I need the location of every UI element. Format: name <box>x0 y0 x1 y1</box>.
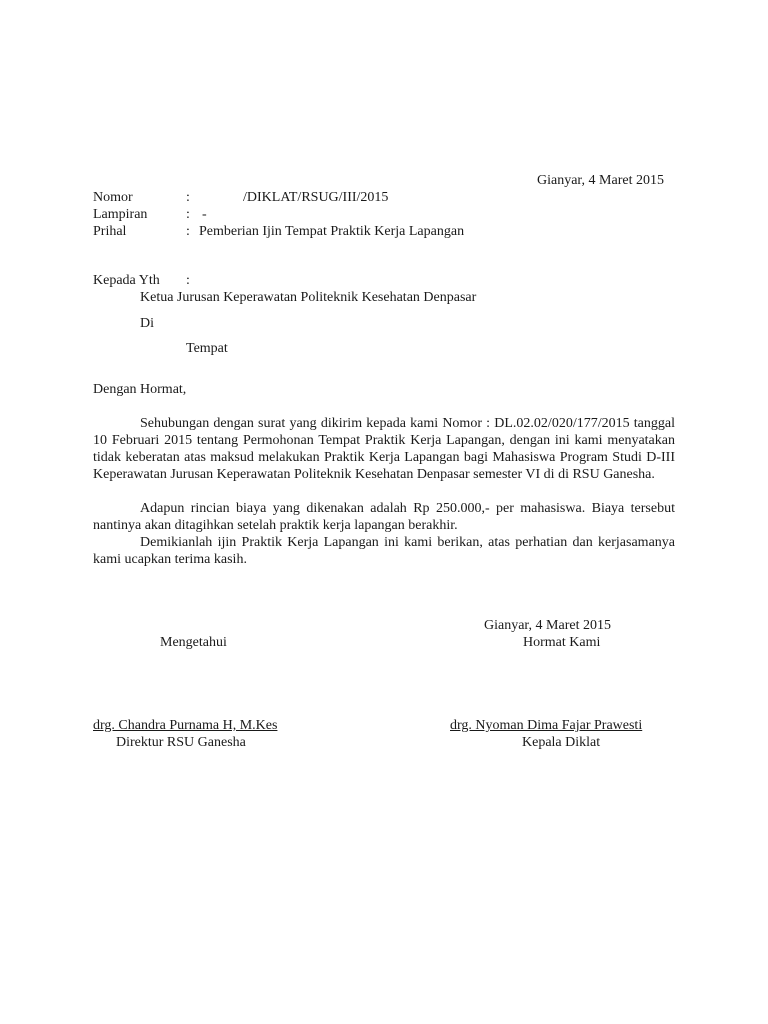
meta-prihal-label: Prihal <box>93 224 127 239</box>
meta-lampiran-label: Lampiran <box>93 207 148 222</box>
meta-prihal-sep: : <box>186 224 190 239</box>
body-paragraph-1: Sehubungan dengan surat yang dikirim kepada kami Nomor : DL.02.02/020/177/2015 tanggal 10 Februari 2015 tentang Permohonan Tempat Praktik Kerja Lapangan, dengan ini kami menyatakan tidak keberatan atas maksud melakukan Praktik Kerja Lapangan bagi Mahasiswa Program Studi D-III Keperawatan Jurusan Keperawatan Politeknik Kesehatan Denpasar semester VI di di RSU Ganesha. <box>93 416 675 482</box>
left-signatory-title: Direktur RSU Ganesha <box>116 735 246 750</box>
right-signatory-title: Kepala Diklat <box>522 735 601 750</box>
meta-prihal-value: Pemberian Ijin Tempat Praktik Kerja Lapangan <box>199 224 465 239</box>
right-signatory-name: drg. Nyoman Dima Fajar Prawesti <box>450 718 643 733</box>
meta-lampiran-value: - <box>202 207 207 222</box>
letter-date: Gianyar, 4 Maret 2015 <box>537 173 664 188</box>
recipient-sep: : <box>186 273 190 288</box>
recipient-place: Tempat <box>186 341 228 356</box>
salutation: Dengan Hormat, <box>93 382 187 397</box>
right-signature-heading: Hormat Kami <box>523 635 601 650</box>
body-paragraph-3: Demikianlah ijin Praktik Kerja Lapangan ini kami berikan, atas perhatian dan kerjasamanya kami ucapkan terima kasih. <box>93 535 675 567</box>
body-paragraph-2: Adapun rincian biaya yang dikenakan adalah Rp 250.000,- per mahasiswa. Biaya tersebut nantinya akan ditagihkan setelah praktik kerja lapangan berakhir. <box>93 501 675 533</box>
recipient-name: Ketua Jurusan Keperawatan Politeknik Kesehatan Denpasar <box>140 290 477 305</box>
signature-date: Gianyar, 4 Maret 2015 <box>484 618 611 633</box>
recipient-di: Di <box>140 316 154 331</box>
left-signatory-name: drg. Chandra Purnama H, M.Kes <box>93 718 278 733</box>
meta-nomor-sep: : <box>186 190 190 205</box>
meta-lampiran-sep: : <box>186 207 190 222</box>
meta-nomor-label: Nomor <box>93 190 133 205</box>
recipient-label: Kepada Yth <box>93 273 160 288</box>
meta-nomor-value: /DIKLAT/RSUG/III/2015 <box>243 190 389 205</box>
left-signature-heading: Mengetahui <box>160 635 227 650</box>
